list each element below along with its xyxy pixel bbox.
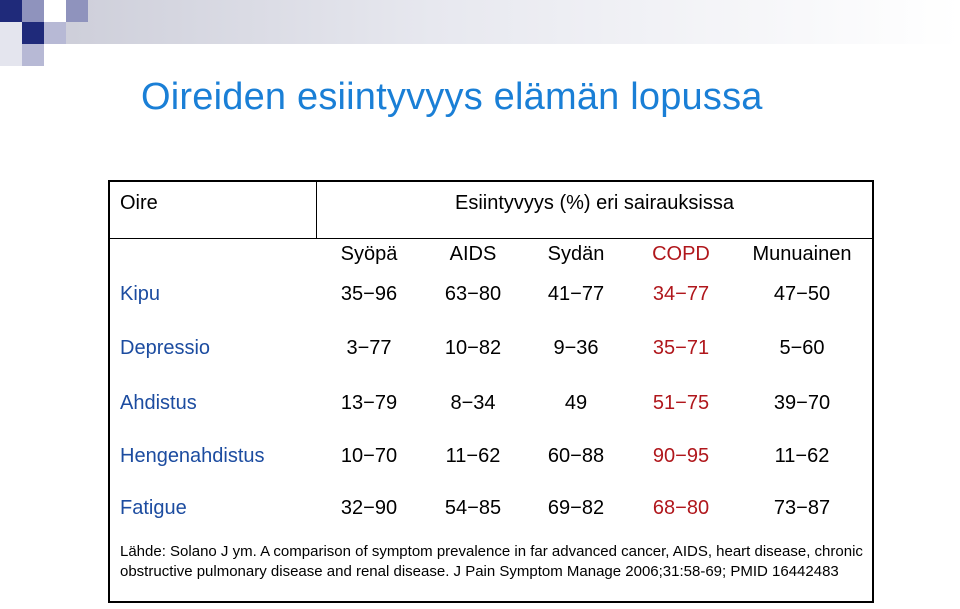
header-prevalence: Esiintyvyys (%) eri sairauksissa <box>455 192 734 214</box>
table-cell: 32−90 <box>340 497 398 519</box>
table-cell: 11−62 <box>774 445 830 467</box>
table-cell: 41−77 <box>547 283 605 305</box>
table-cell-copd: 68−80 <box>652 497 710 519</box>
header-symptom: Oire <box>120 192 158 214</box>
table-divider-horizontal <box>110 238 872 239</box>
column-header-munuainen: Munuainen <box>752 243 852 265</box>
column-header-aids: AIDS <box>449 243 497 265</box>
column-header-copd: COPD <box>652 243 710 265</box>
table-cell: 35−96 <box>340 283 398 305</box>
table-cell: 39−70 <box>773 392 831 414</box>
table-cell: 8−34 <box>450 392 496 414</box>
row-label-kipu: Kipu <box>120 283 161 305</box>
row-label-ahdistus: Ahdistus <box>120 392 197 414</box>
slide-title: Oireiden esiintyvyys elämän lopussa <box>141 76 763 118</box>
decor-square <box>22 22 44 44</box>
decor-square <box>0 22 22 44</box>
table-cell-copd: 35−71 <box>652 337 710 359</box>
table-cell: 63−80 <box>444 283 502 305</box>
table-cell: 47−50 <box>773 283 831 305</box>
table-cell-copd: 51−75 <box>652 392 710 414</box>
table-cell: 69−82 <box>547 497 605 519</box>
column-header-syopa: Syöpä <box>340 243 398 265</box>
header-decoration-bar <box>0 0 960 44</box>
table-cell-copd: 90−95 <box>652 445 710 467</box>
row-label-fatigue: Fatigue <box>120 497 187 519</box>
decor-square <box>44 0 66 22</box>
decor-square <box>22 44 44 66</box>
table-cell: 54−85 <box>444 497 502 519</box>
table-cell: 10−70 <box>340 445 398 467</box>
table-cell-copd: 34−77 <box>652 283 710 305</box>
column-header-sydan: Sydän <box>547 243 605 265</box>
decor-square <box>22 0 44 22</box>
table-cell: 49 <box>564 392 588 414</box>
table-cell: 73−87 <box>773 497 831 519</box>
table-cell: 13−79 <box>340 392 398 414</box>
prevalence-table <box>108 180 874 603</box>
decor-square <box>0 0 22 22</box>
table-cell: 60−88 <box>547 445 605 467</box>
table-cell: 3−77 <box>346 337 392 359</box>
row-label-hengenahdistus: Hengenahdistus <box>120 445 265 467</box>
source-citation: Lähde: Solano J ym. A comparison of symptom prevalence in far advanced cancer, AIDS, heart disease, chronic obstructive pulmonary disease and renal disease. J Pain Symptom Manage 2006;31:58-69; PMID 16442483 <box>120 543 863 580</box>
decor-square <box>0 44 22 66</box>
table-cell: 5−60 <box>779 337 825 359</box>
table-cell: 9−36 <box>553 337 599 359</box>
table-cell: 10−82 <box>444 337 502 359</box>
decor-square <box>44 22 66 44</box>
table-cell: 11−62 <box>445 445 501 467</box>
decor-square <box>66 0 88 22</box>
row-label-depressio: Depressio <box>120 337 211 359</box>
